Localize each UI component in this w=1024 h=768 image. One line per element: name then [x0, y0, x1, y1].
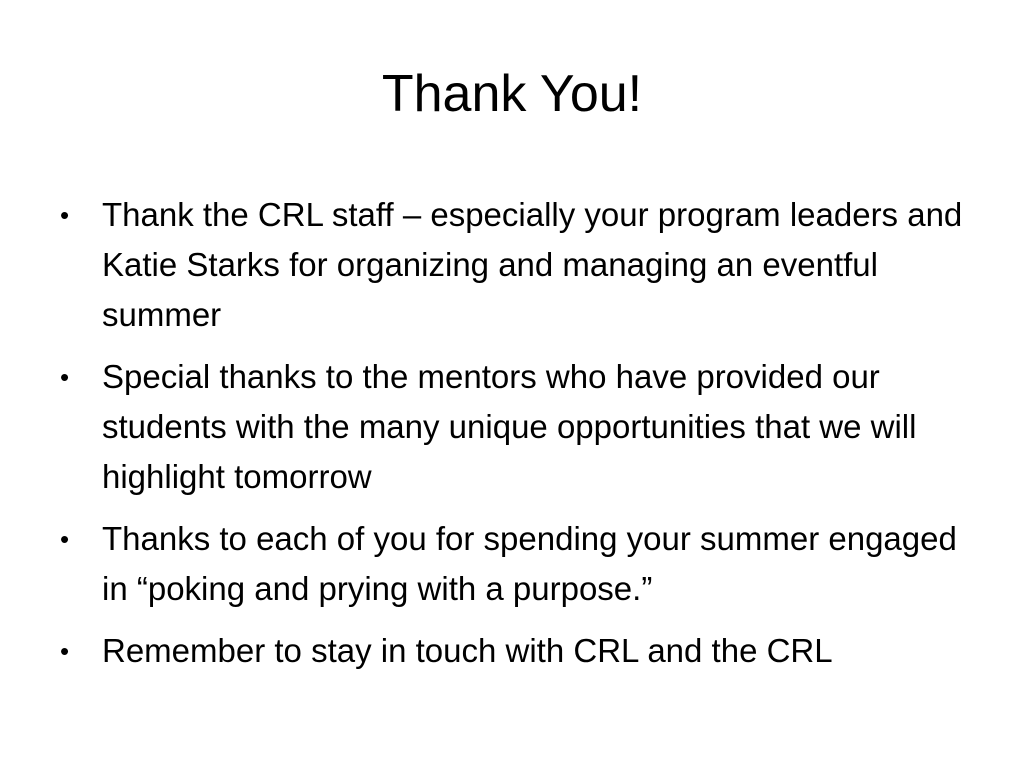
list-item — [60, 626, 970, 676]
bullet-list — [60, 190, 970, 688]
bullet-icon: • — [60, 362, 70, 392]
bullet-text: Special thanks to the mentors who have provided our students with the many unique opportunities that we will highlight tomorrow — [102, 358, 917, 495]
list-item — [60, 514, 970, 614]
list-item — [60, 352, 970, 502]
bullet-text: Thanks to each of you for spending your summer engaged in “poking and prying with a purpose.” — [102, 520, 957, 607]
bullet-icon: • — [60, 524, 70, 554]
list-item — [60, 190, 970, 340]
bullet-text: Remember to stay in touch with CRL and the CRL — [102, 632, 833, 669]
bullet-icon: • — [60, 636, 70, 666]
slide-title: Thank You! — [381, 65, 643, 123]
bullet-text: Thank the CRL staff – especially your program leaders and Katie Starks for organizing and managing an eventful summer — [102, 196, 963, 333]
bullet-icon: • — [60, 200, 70, 230]
